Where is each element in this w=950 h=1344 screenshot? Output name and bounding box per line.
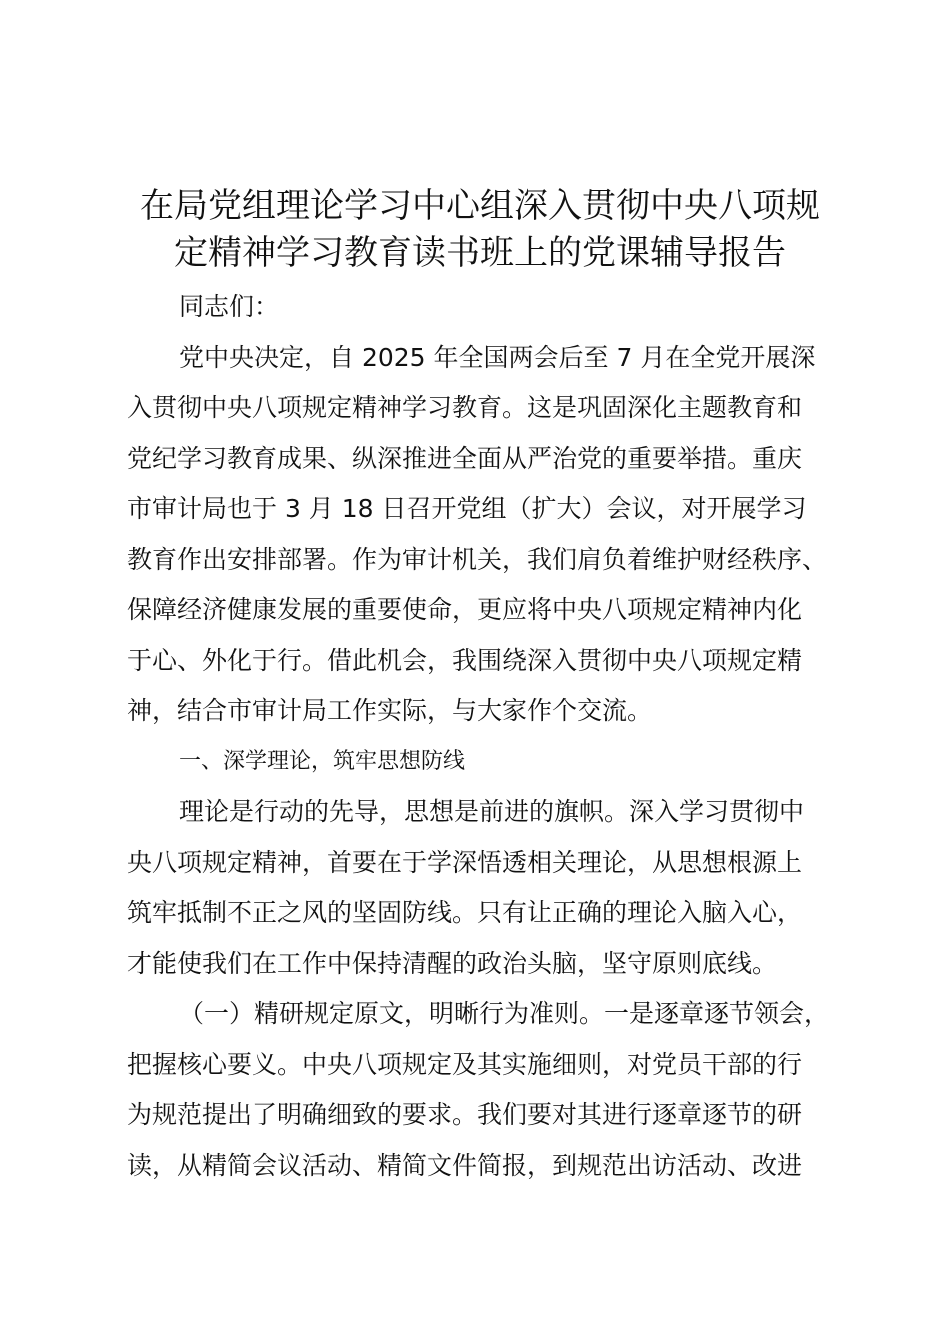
body-line: （一）精研规定原文，明晰行为准则。一是逐章逐节领会，: [179, 999, 830, 1028]
body-line: 入贯彻中央八项规定精神学习教育。这是巩固深化主题教育和: [127, 393, 803, 422]
document-title: [120, 183, 840, 277]
body-line: 读，从精简会议活动、精简文件简报，到规范出访活动、改进: [127, 1150, 803, 1180]
body-line: 党中央决定，自 2025 年全国两会后至 7 月在全党开展深: [179, 342, 816, 372]
salutation: 同志们：: [179, 292, 280, 321]
section-heading: 一、深学理论，筑牢思想防线: [179, 748, 466, 774]
body-line: 教育作出安排部署。作为审计机关，我们肩负着维护财经秩序、: [127, 544, 828, 574]
body-line: 神，结合市审计局工作实际，与大家作个交流。: [127, 696, 653, 725]
body-line: 把握核心要义。中央八项规定及其实施细则，对党员干部的行: [127, 1049, 803, 1079]
body-line: 为规范提出了明确细致的要求。我们要对其进行逐章逐节的研: [127, 1100, 803, 1129]
document-body: [127, 282, 857, 1191]
title-line-2: 定精神学习教育读书班上的党课辅导报告: [174, 233, 786, 273]
body-line: 央八项规定精神，首要在于学深悟透相关理论，从思想根源上: [127, 847, 803, 877]
body-line: 才能使我们在工作中保持清醒的政治头脑，坚守原则底线。: [127, 948, 778, 978]
body-line: 保障经济健康发展的重要使命，更应将中央八项规定精神内化: [127, 595, 803, 624]
body-line: 市审计局也于 3 月 18 日召开党组（扩大）会议，对开展学习: [127, 494, 807, 523]
body-line: 党纪学习教育成果、纵深推进全面从严治党的重要举措。重庆: [127, 443, 803, 473]
body-line: 于心、外化于行。借此机会，我围绕深入贯彻中央八项规定精: [127, 645, 803, 675]
body-line: 理论是行动的先导，思想是前进的旗帜。深入学习贯彻中: [179, 797, 805, 826]
body-line: 筑牢抵制不正之风的坚固防线。只有让正确的理论入脑入心，: [127, 898, 803, 927]
title-line-1: 在局党组理论学习中心组深入贯彻中央八项规: [140, 186, 820, 226]
